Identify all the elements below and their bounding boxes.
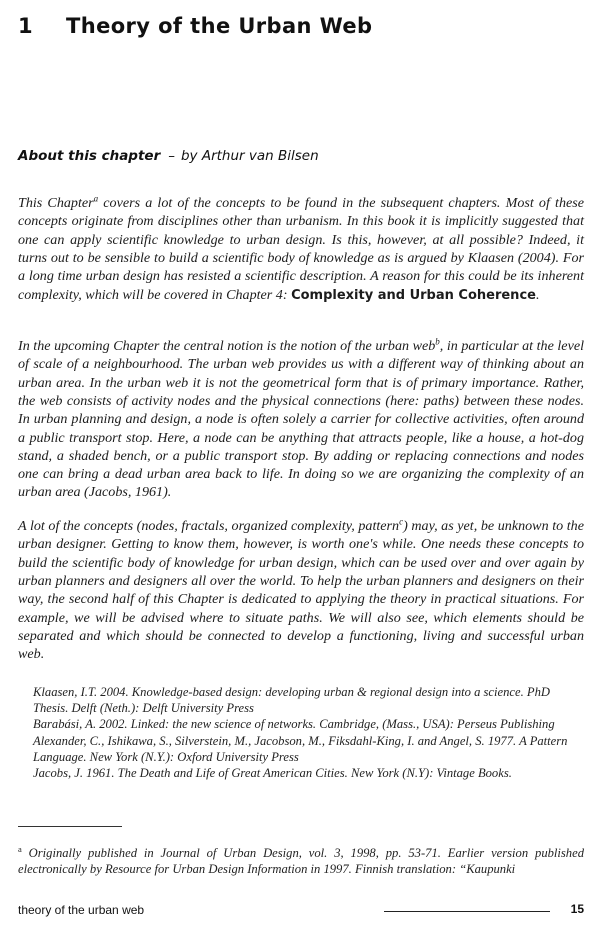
footnote-divider [18, 826, 122, 827]
about-chapter-line [18, 148, 319, 164]
chapter-number: 1 [18, 14, 34, 38]
paragraph-end: . [535, 286, 540, 303]
reference-item: Alexander, C., Ishikawa, S., Silverstein, M., Jacobson, M., Fiksdahl-King, I. and Angel, S. 1977. A Pattern Language. New York (N.Y.): Oxford University Press [33, 733, 568, 764]
about-label: About this chapter [18, 148, 161, 164]
running-title: theory of the urban web [18, 903, 145, 917]
reference-item: Jacobs, J. 1961. The Death and Life of Great American Cities. New York (N.Y): Vintage Books. [33, 766, 512, 781]
paragraph-lead: A lot of the concepts (nodes, fractals, organized complexity, pattern [18, 518, 400, 535]
page-footer [18, 903, 584, 921]
page-number: 15 [570, 902, 584, 916]
paragraph-text: , in particular at the level of scale of a neighbourhood. The urban web provides us with a different way of thinking about an urban area. In the urban web it is not the geometrical form that is of primary importance. Rather, the web consists of activity nodes and the physical connections (here: paths) between these nodes. In urban planning and design, a node is often solely a carrier for collective activities, often around a public transport stop. Here, a node can be anything that attracts people, like a house, a hot-dog stand, a shaded bench, or a public transport stop. By adding or replacing connections and nodes one can bring a dead urban area back to life. In doing so we are organizing the complexity of an urban area (Jacobs, 1961). [18, 338, 584, 501]
about-separator: – [168, 148, 175, 164]
paragraph-lead: In the upcoming Chapter the central notion is the notion of the urban web [18, 338, 436, 355]
paragraph-intro [18, 194, 584, 305]
chapter-title: Theory of the Urban Web [66, 14, 373, 38]
reference-item: Barabási, A. 2002. Linked: the new science of networks. Cambridge, (Mass., USA): Perseus Publishing [33, 717, 555, 732]
footnote-marker: c [399, 516, 404, 527]
footer-rule [384, 911, 550, 912]
footnote-marker: a [18, 843, 22, 854]
chapter-reference: Complexity and Urban Coherence [291, 287, 536, 303]
paragraph-text: covers a lot of the concepts to be found in the subsequent chapters. Most of these concepts originate from disciplines other than urbanism. In this book it is implicitly suggested that one can apply scientific knowledge to urban design. Is this, however, at all possible? Indeed, it turns out to be sensible to build a scientific body of knowledge as is argued by Klaasen (2004). For a long time urban design has resisted a scientific description. A reason for this could be its inherent complexity, which will be covered in Chapter 4: [18, 195, 585, 303]
footnote-text: Originally published in Journal of Urban Design, vol. 3, 1998, pp. 53-71. Earlier version published electronically by Resource for Urban Design Information in 1997. Finnish translation: “Kaupunki [18, 845, 584, 876]
paragraph-urban-web [18, 337, 584, 502]
paragraph-text: ) may, as yet, be unknown to the urban designer. Getting to know them, however, is worth one's while. One needs these concepts to build the scientific body of knowledge for urban design, which can be used over and over again by urban planners and designers all over the world. To help the urban planners and designers on their way, the second half of this Chapter is dedicated to applying the theory in practical situations. For example, we will be advised where to situate paths. We will also see, which elements should be separated and which should be connected to develop a functioning, living and successful urban web. [18, 518, 584, 663]
chapter-heading [18, 14, 372, 38]
footnote-marker: b [435, 336, 440, 347]
paragraph-concepts [18, 517, 584, 663]
footnote-marker: a [93, 193, 99, 204]
reference-list [33, 684, 585, 781]
about-author: by Arthur van Bilsen [180, 148, 319, 164]
paragraph-lead: This Chapter [18, 195, 94, 212]
footnote [18, 845, 584, 877]
reference-item: Klaasen, I.T. 2004. Knowledge-based design: developing urban & regional design into a science. PhD Thesis. Delft (Neth.): Delft University Press [33, 685, 550, 716]
